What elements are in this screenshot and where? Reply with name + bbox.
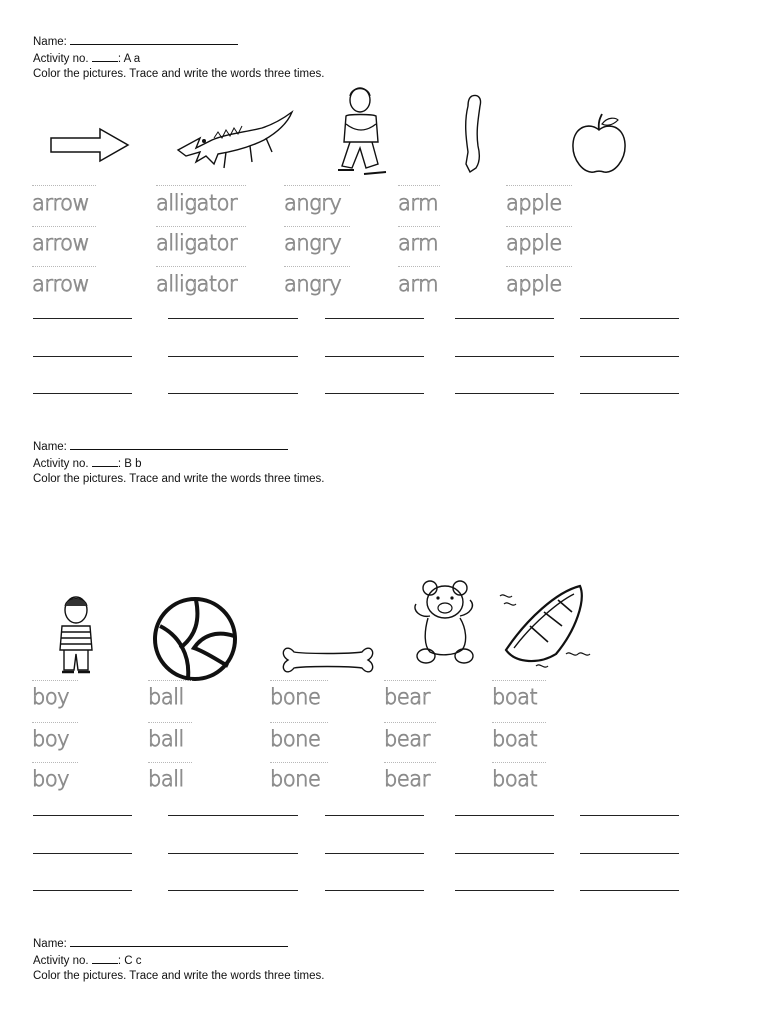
writing-line[interactable]: [33, 815, 132, 816]
trace-word: bear: [384, 767, 430, 791]
bear-icon: [408, 576, 480, 668]
activity-number-field[interactable]: [92, 952, 118, 964]
trace-word: arm: [398, 191, 439, 215]
trace-word: bone: [270, 727, 321, 751]
arrow-icon: [48, 126, 130, 164]
trace-word: boat: [492, 685, 538, 709]
writing-line[interactable]: [580, 890, 679, 891]
name-label: Name:: [33, 938, 67, 950]
activity-letters: : B b: [117, 458, 142, 470]
trace-word: ball: [148, 767, 184, 791]
writing-line[interactable]: [455, 393, 554, 394]
writing-line[interactable]: [168, 393, 298, 394]
activity-letters: : C c: [117, 955, 142, 967]
writing-line[interactable]: [455, 815, 554, 816]
writing-line[interactable]: [455, 890, 554, 891]
trace-word: alligator: [156, 231, 238, 255]
bone-icon: [280, 640, 376, 680]
name-row: [33, 935, 288, 951]
writing-line[interactable]: [580, 853, 679, 854]
trace-word: alligator: [156, 191, 238, 215]
instruction-text: Color the pictures. Trace and write the words three times.: [33, 68, 325, 80]
writing-line[interactable]: [168, 356, 298, 357]
writing-line[interactable]: [33, 356, 132, 357]
writing-line[interactable]: [325, 890, 424, 891]
activity-letters: : A a: [117, 53, 141, 65]
writing-line[interactable]: [33, 853, 132, 854]
writing-line[interactable]: [168, 853, 298, 854]
trace-word: arrow: [32, 272, 90, 296]
writing-line[interactable]: [325, 318, 424, 319]
writing-line[interactable]: [325, 853, 424, 854]
writing-line[interactable]: [33, 890, 132, 891]
name-field[interactable]: [70, 33, 238, 45]
trace-word: arrow: [32, 231, 90, 255]
activity-row: [33, 952, 141, 968]
name-field[interactable]: [70, 438, 288, 450]
name-row: [33, 438, 288, 454]
activity-number-field[interactable]: [92, 50, 118, 62]
instruction-text: Color the pictures. Trace and write the words three times.: [33, 970, 325, 982]
trace-word: boy: [32, 767, 70, 791]
writing-line[interactable]: [455, 318, 554, 319]
name-label: Name:: [33, 36, 67, 48]
writing-line[interactable]: [580, 356, 679, 357]
activity-label: Activity no.: [33, 458, 89, 470]
apple-icon: [568, 112, 630, 178]
name-field[interactable]: [70, 935, 288, 947]
trace-word: bone: [270, 767, 321, 791]
trace-word: bone: [270, 685, 321, 709]
trace-word: apple: [506, 191, 562, 215]
writing-line[interactable]: [580, 318, 679, 319]
trace-word: bear: [384, 685, 430, 709]
writing-line[interactable]: [168, 815, 298, 816]
trace-word: bear: [384, 727, 430, 751]
ball-icon: [150, 596, 240, 682]
trace-word: boat: [492, 727, 538, 751]
writing-line[interactable]: [33, 393, 132, 394]
alligator-icon: [174, 108, 296, 176]
writing-line[interactable]: [33, 318, 132, 319]
trace-word: angry: [284, 191, 342, 215]
writing-line[interactable]: [168, 318, 298, 319]
writing-line[interactable]: [580, 815, 679, 816]
writing-line[interactable]: [325, 356, 424, 357]
activity-label: Activity no.: [33, 53, 89, 65]
writing-line[interactable]: [325, 393, 424, 394]
trace-word: arm: [398, 272, 439, 296]
activity-row: [33, 50, 140, 66]
trace-word: apple: [506, 272, 562, 296]
instruction-text: Color the pictures. Trace and write the words three times.: [33, 473, 325, 485]
name-label: Name:: [33, 441, 67, 453]
trace-word: ball: [148, 685, 184, 709]
trace-word: arm: [398, 231, 439, 255]
writing-line[interactable]: [325, 815, 424, 816]
trace-word: ball: [148, 727, 184, 751]
boat-icon: [496, 580, 592, 672]
activity-label: Activity no.: [33, 955, 89, 967]
trace-word: boy: [32, 685, 70, 709]
writing-line[interactable]: [168, 890, 298, 891]
name-row: [33, 33, 238, 49]
writing-line[interactable]: [455, 356, 554, 357]
activity-number-field[interactable]: [92, 455, 118, 467]
writing-line[interactable]: [455, 853, 554, 854]
trace-word: arrow: [32, 191, 90, 215]
arm-icon: [458, 92, 488, 176]
trace-word: boat: [492, 767, 538, 791]
activity-row: [33, 455, 141, 471]
trace-word: angry: [284, 231, 342, 255]
angry-boy-icon: [330, 86, 392, 180]
trace-word: boy: [32, 727, 70, 751]
trace-word: alligator: [156, 272, 238, 296]
trace-word: apple: [506, 231, 562, 255]
boy-icon: [54, 594, 98, 678]
trace-word: angry: [284, 272, 342, 296]
writing-line[interactable]: [580, 393, 679, 394]
